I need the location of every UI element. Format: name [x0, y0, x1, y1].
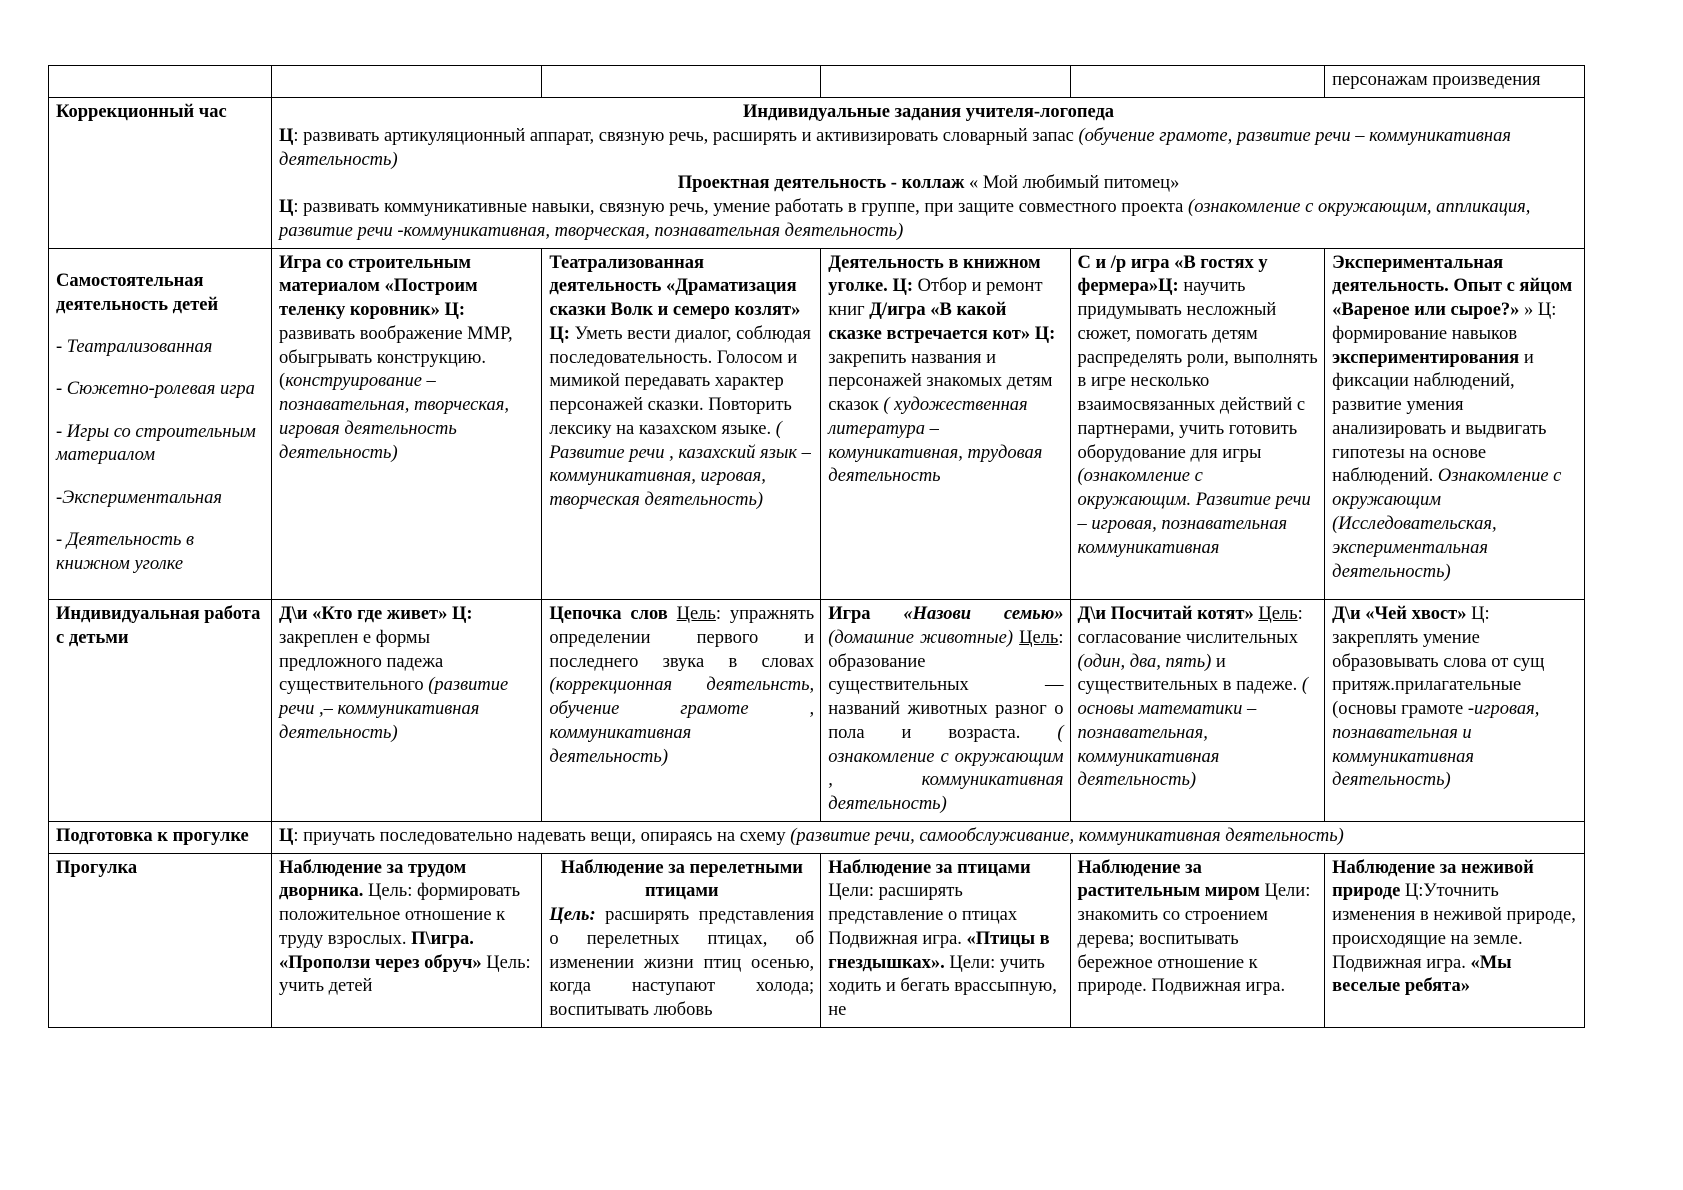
cell-game-who-lives-where — [272, 599, 542, 821]
count-kittens-goal-label: Цель — [1258, 603, 1298, 624]
row-label-correction-hour: Коррекционный час — [49, 98, 272, 249]
name-family-title-italic: «Назови семью» — [903, 603, 1064, 624]
cell-construction-game — [272, 248, 542, 599]
experimental-goal-text2: и фиксации наблюдений, развитие умения анализировать и выдвигать гипотезы на основе наблюдений. — [1332, 347, 1547, 487]
observation-birds-goal2: Цели: учить ходить и бегать врассыпную, не — [828, 952, 1057, 1021]
book-corner-title2: Д/игра «В какой сказке встречается кот» — [828, 300, 1031, 344]
book-corner-goal2-text: закрепить названия и персонажей знакомых детям сказок — [828, 347, 1053, 416]
name-family-goal-label: Цель — [1019, 627, 1059, 648]
observation-plants-title: Наблюдение за растительным миром — [1077, 857, 1260, 902]
who-lives-where-goal-text: закреплен е формы предложного падежа существительного — [279, 627, 444, 696]
whose-tail-title: Д\и «Чей хвост» — [1332, 603, 1467, 624]
book-corner-goal2-prefix: Ц: — [1034, 323, 1056, 344]
cell-theatrical-activity — [542, 248, 821, 599]
construction-goal-italic: конструирование – познавательная, творческая, игровая деятельность деятельность) — [279, 371, 510, 463]
observation-birds-title2: «Птицы в гнездышках». — [828, 928, 1050, 973]
whose-tail-goal-text: закреплять умение образовывать слова от сущ притяж.прилагательные (основы грамоте - — [1332, 627, 1545, 720]
cell-observation-janitor — [272, 853, 542, 1027]
observation-inanimate-title: Наблюдение за неживой природе — [1332, 857, 1534, 902]
independent-activity-item-3: -Экспериментальная — [56, 487, 222, 508]
walk-prep-goal-text: : приучать последовательно надевать вещи, опираясь на схему — [293, 825, 791, 846]
roleplay-goal-prefix: Ц: — [1158, 276, 1179, 297]
word-chain-title: Цепочка слов — [549, 603, 668, 624]
table-row-top-partial — [49, 66, 1585, 98]
cell-observation-inanimate-nature — [1325, 853, 1585, 1027]
word-chain-goal-italic: (коррекционная деятельнсть, обучение грамоте , коммуникативная деятельность) — [549, 675, 815, 767]
experimental-title: Экспериментальная деятельность. Опыт с яйцом «Вареное или сырое?» — [1332, 252, 1573, 321]
who-lives-where-goal-italic: (развитие речи ,– коммуникативная деятельность) — [279, 675, 509, 743]
book-corner-goal-prefix: Ц: — [892, 276, 913, 297]
table-row-individual-work — [49, 599, 1585, 821]
goal-prefix: Ц — [279, 125, 294, 146]
word-chain-goal-label: Цель — [676, 603, 716, 624]
cell-experimental-activity — [1325, 248, 1585, 599]
goal2-prefix: Ц — [279, 197, 294, 218]
book-corner-goal-text: Отбор и ремонт книг — [828, 276, 1043, 321]
cell-empty-1 — [49, 66, 272, 98]
count-kittens-italic-2: ( основы математики – познавательная, коммуникативная деятельность) — [1077, 675, 1309, 791]
word-chain-goal-text: : упражнять определении первого и последнего звука в словах — [549, 603, 815, 672]
count-kittens-goal-text2: и существительных в падеже. — [1077, 651, 1302, 696]
observation-inanimate-title2: «Мы веселые ребята» — [1332, 952, 1512, 997]
independent-activity-item-4: - Деятельность в книжном уголке — [56, 529, 195, 574]
row-label-walk-preparation: Подготовка к прогулке — [49, 821, 272, 853]
cell-empty-5 — [1070, 66, 1325, 98]
cell-observation-birds — [821, 853, 1070, 1027]
observation-migratory-goal-text: расширять представления о перелетных птицах, об изменении жизни птиц осенью, когда наступают холода; воспитывать любовь — [549, 905, 815, 1021]
row-label-individual-work: Индивидуальная работа с детьми — [49, 599, 272, 821]
experimental-goal-prefix: » Ц: — [1524, 300, 1557, 321]
walk-prep-goal-prefix: Ц — [279, 825, 294, 846]
cell-empty-2 — [272, 66, 542, 98]
cell-persons-of-work: персонажам произведения — [1325, 66, 1585, 98]
independent-activity-item-1: - Сюжетно-ролевая игра — [56, 379, 255, 400]
whose-tail-goal-italic: игровая, познавательная и коммуникативная деятельность) — [1332, 699, 1540, 791]
cell-correction-hour-content — [272, 98, 1585, 249]
table-row-walk — [49, 853, 1585, 1027]
book-corner-title: Деятельность в книжном уголке. — [828, 252, 1041, 297]
experimental-bold-mid: экспериментирования — [1332, 347, 1520, 368]
cell-walk-preparation-content — [272, 821, 1585, 853]
row-label-independent-activity — [49, 248, 272, 599]
table-row-walk-preparation — [49, 821, 1585, 853]
row-label-walk: Прогулка — [49, 853, 272, 1027]
roleplay-goal-italic: (ознакомление с окружающим. Развитие речи – игровая, познавательная коммуникативная — [1077, 466, 1311, 558]
correction-heading-project — [279, 172, 1578, 196]
correction-goal-2 — [279, 196, 1578, 244]
construction-game-title: Игра со строительным материалом «Построим теленку коровник» — [279, 252, 478, 321]
project-heading-rest: « Мой любимый питомец» — [964, 173, 1180, 194]
name-family-goal-text: : образование существительных — названий животных разног о пола и возраста. — [828, 627, 1064, 743]
cell-name-the-family-game — [821, 599, 1070, 821]
roleplay-title: С и /р игра «В гостях у фермера» — [1077, 252, 1268, 297]
observation-birds-title: Наблюдение за птицами — [828, 857, 1031, 878]
construction-goal-prefix: Ц: — [444, 300, 466, 321]
observation-birds-goal: Цели: расширять представление о птицах Подвижная игра. — [828, 881, 1018, 949]
independent-activity-item-2: - Игры со строительным материалом — [56, 421, 256, 466]
observation-migratory-goal-prefix: Цель: — [549, 905, 596, 926]
goal2-text: : развивать коммуникативные навыки, связную речь, умение работать в группе, при защите совместного проекта — [293, 197, 1189, 218]
who-lives-where-goal-prefix: Ц: — [452, 603, 473, 624]
theatrical-goal-italic: ( Развитие речи , казахский язык – коммуникативная, игровая, творческая деятельность) — [549, 418, 811, 511]
cell-empty-3 — [542, 66, 821, 98]
observation-migratory-title: Наблюдение за перелетными птицами — [560, 857, 803, 902]
independent-activity-title: Самостоятельная деятельность детей — [56, 271, 219, 315]
name-family-title-prefix: Игра — [828, 603, 904, 624]
book-corner-goal-italic: ( художественная литература – комуникативная, трудовая деятельность — [828, 395, 1043, 487]
goal-text: : развивать артикуляционный аппарат, связную речь, расширять и активизировать словарный запас — [293, 125, 1079, 146]
cell-whose-tail-game — [1325, 599, 1585, 821]
project-heading-bold: Проектная деятельность - коллаж — [677, 173, 965, 194]
name-family-goal-italic: ( ознакомление с окружающим , коммуникативная деятельность) — [828, 722, 1064, 815]
correction-heading-logoped: Индивидуальные задания учителя-логопеда — [742, 102, 1115, 122]
cell-count-kittens-game — [1070, 599, 1325, 821]
who-lives-where-title: Д\и «Кто где живет» — [279, 603, 448, 624]
goal2-italic: (ознакомление с окружающим, аппликация, развитие речи -коммуникативная, творческая, познавательная деятельность) — [279, 197, 1531, 241]
cell-empty-4 — [821, 66, 1070, 98]
name-family-subtitle: (домашние животные) — [828, 627, 1013, 648]
table-row-independent-activity — [49, 248, 1585, 599]
observation-plants-goal: Цели: знакомить со строением дерева; воспитывать бережное отношение к природе. Подвижная игра. — [1077, 881, 1311, 997]
theatrical-goal-text: Уметь вести диалог, соблюдая последовательность. Голосом и мимикой передавать характер персонажей сказки. Повторить лексику на казахском языке. — [549, 323, 811, 439]
planning-table-wrapper — [48, 65, 1585, 1028]
observation-janitor-title: Наблюдение за трудом дворника. — [279, 857, 467, 902]
planning-table — [48, 65, 1585, 1028]
correction-goal-1 — [279, 125, 1578, 173]
theatrical-title: Театрализованная деятельность «Драматизация сказки Волк и семеро козлят» — [549, 252, 801, 321]
count-kittens-italic-1: (один, два, пять) — [1077, 651, 1212, 672]
cell-roleplay-farmer-game — [1070, 248, 1325, 599]
independent-activity-item-0: - Театрализованная — [56, 337, 213, 358]
observation-janitor-goal: Цель: формировать положительное отношение к труду взрослых. — [279, 881, 521, 949]
cell-book-corner-activity — [821, 248, 1070, 599]
construction-goal-text: развивать воображение ММР, обыгрывать конструкцию.( — [279, 323, 513, 392]
cell-observation-plants — [1070, 853, 1325, 1027]
cell-word-chain — [542, 599, 821, 821]
walk-prep-goal-italic: (развитие речи, самообслуживание, коммуникативная деятельность) — [790, 825, 1344, 846]
count-kittens-title: Д\и Посчитай котят» — [1077, 603, 1254, 624]
experimental-goal-italic: Ознакомление с окружающим (Исследовательская, экспериментальная деятельность) — [1332, 466, 1562, 582]
count-kittens-goal-text: : согласование числительных — [1077, 603, 1303, 648]
observation-janitor-goal2: Цель: учить детей — [279, 952, 531, 997]
observation-janitor-title2: П\игра. «Проползи через обруч» — [279, 928, 482, 973]
whose-tail-goal-prefix: Ц: — [1471, 603, 1490, 624]
cell-observation-migratory-birds — [542, 853, 821, 1027]
experimental-goal-text: формирование навыков — [1332, 323, 1518, 344]
roleplay-goal-text: научить придумывать несложный сюжет, помогать детям распределять роли, выполнять в игре несколько взаимосвязанных действий с партнерами, учить готовить оборудование для игры — [1077, 276, 1318, 463]
goal-italic: (обучение грамоте, развитие речи – коммуникативная деятельность) — [279, 125, 1511, 170]
table-row-correction-hour — [49, 98, 1585, 249]
observation-inanimate-goal: Ц:Уточнить изменения в неживой природе, происходящие на земле. Подвижная игра. — [1332, 881, 1576, 973]
theatrical-goal-prefix: Ц: — [549, 323, 570, 344]
